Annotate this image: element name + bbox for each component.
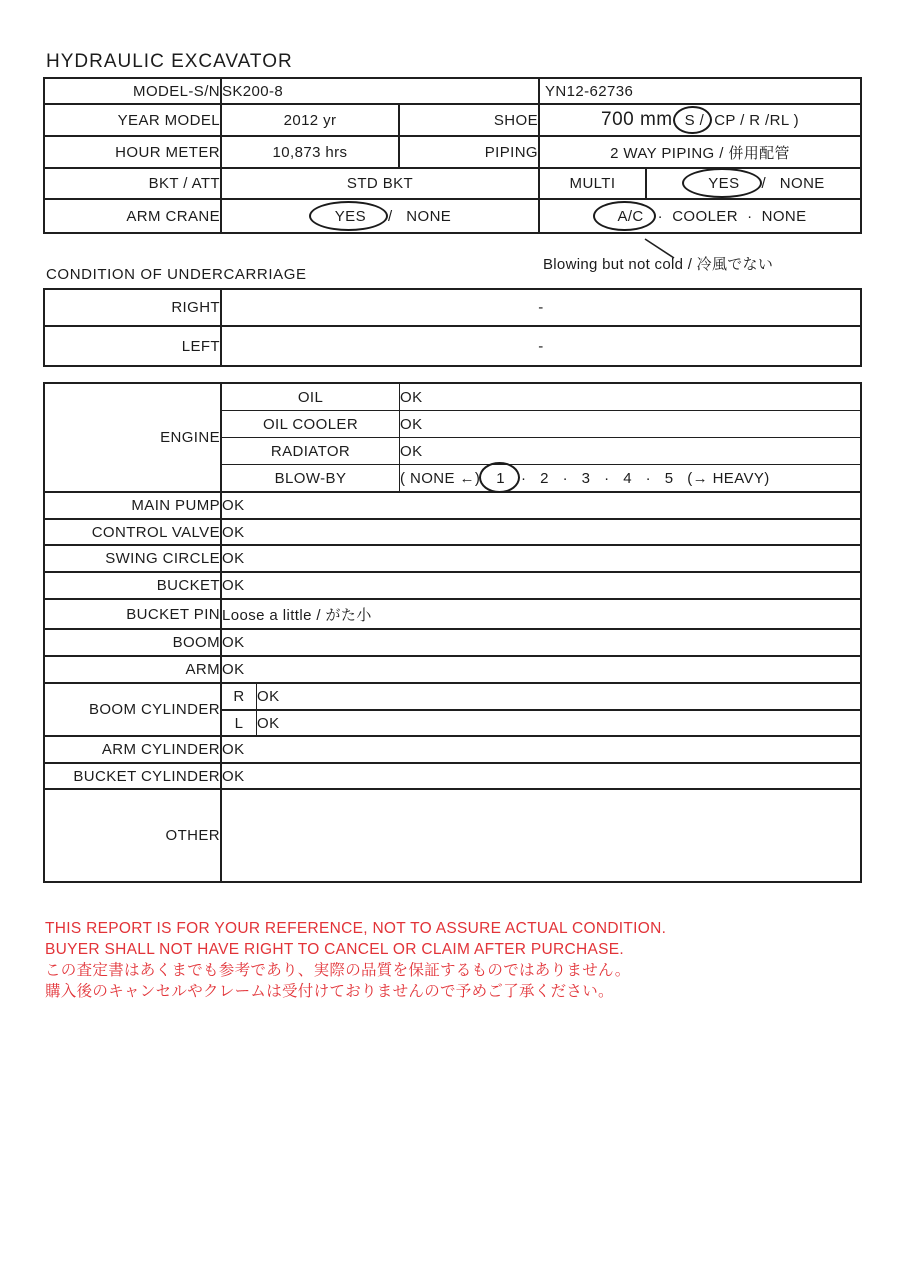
bucket-cylinder-value: OK bbox=[222, 764, 860, 790]
piping-label: PIPING bbox=[400, 137, 540, 169]
ac-annotation: Blowing but not cold / 冷風でない bbox=[543, 256, 774, 273]
blowby-none-end: ( NONE ←) bbox=[400, 469, 481, 487]
shoe-type-options: CP / R /RL ) bbox=[714, 112, 800, 129]
arm-crane-none-option: / NONE bbox=[388, 207, 452, 225]
row-other bbox=[45, 790, 860, 881]
other-label: OTHER bbox=[45, 790, 222, 881]
row-engine-oil bbox=[45, 384, 860, 411]
row-hour-piping bbox=[45, 137, 860, 169]
boom-value: OK bbox=[222, 630, 860, 657]
row-undercarriage-right bbox=[45, 290, 860, 327]
multi-label: MULTI bbox=[540, 169, 647, 200]
arm-cylinder-value: OK bbox=[222, 737, 860, 764]
control-valve-label: CONTROL VALVE bbox=[45, 520, 222, 546]
model-value: SK200-8 bbox=[222, 79, 540, 105]
engine-oil-label: OIL bbox=[222, 384, 400, 411]
piping-value: 2 WAY PIPING / 併用配管 bbox=[540, 137, 860, 169]
row-main-pump bbox=[45, 493, 860, 520]
row-swing-circle bbox=[45, 546, 860, 573]
disclaimer-line-2: BUYER SHALL NOT HAVE RIGHT TO CANCEL OR CLAIM AFTER PURCHASE. bbox=[45, 941, 625, 958]
row-boom bbox=[45, 630, 860, 657]
swing-circle-value: OK bbox=[222, 546, 860, 573]
shoe-label: SHOE bbox=[400, 105, 540, 137]
blowby-rating-circled: 1 bbox=[496, 469, 506, 487]
shoe-size: 700 mm bbox=[601, 109, 673, 130]
hour-meter-value: 10,873 hrs bbox=[222, 137, 400, 169]
arm-value: OK bbox=[222, 657, 860, 684]
boom-cyl-r-value: OK bbox=[257, 684, 860, 711]
hour-meter-label: HOUR METER bbox=[45, 137, 222, 169]
bkt-att-value: STD BKT bbox=[222, 169, 540, 200]
row-boom-cylinder-r bbox=[45, 684, 860, 711]
year-model-value: 2012 yr bbox=[222, 105, 400, 137]
left-label: LEFT bbox=[45, 327, 222, 365]
arm-label: ARM bbox=[45, 657, 222, 684]
multi-yes-circled: YES bbox=[708, 175, 740, 192]
main-pump-value: OK bbox=[222, 493, 860, 520]
left-value: - bbox=[538, 337, 544, 355]
row-model-sn bbox=[45, 79, 860, 105]
model-sn-label: MODEL-S/N bbox=[45, 79, 222, 105]
machine-info-table bbox=[43, 77, 862, 234]
oil-cooler-value: OK bbox=[400, 411, 860, 438]
right-label: RIGHT bbox=[45, 290, 222, 327]
row-bucket bbox=[45, 573, 860, 600]
other-value bbox=[222, 790, 860, 881]
bucket-pin-value: Loose a little / がた小 bbox=[222, 600, 860, 630]
bucket-value: OK bbox=[222, 573, 860, 600]
disclaimer-line-3: この査定書はあくまでも参考であり、実際の品質を保証するものではありません。 bbox=[45, 962, 631, 979]
row-bkt-multi bbox=[45, 169, 860, 200]
bucket-pin-label: BUCKET PIN bbox=[45, 600, 222, 630]
undercarriage-table bbox=[43, 288, 862, 367]
multi-none-option: / NONE bbox=[761, 175, 825, 192]
bucket-cylinder-label: BUCKET CYLINDER bbox=[45, 764, 222, 790]
disclaimer-line-1: THIS REPORT IS FOR YOUR REFERENCE, NOT TO ASSURE ACTUAL CONDITION. bbox=[45, 920, 667, 937]
ac-value bbox=[540, 200, 860, 232]
blowby-scale bbox=[400, 465, 860, 493]
shoe-value bbox=[540, 105, 860, 137]
row-undercarriage-left bbox=[45, 327, 860, 365]
boom-cyl-r-label: R bbox=[222, 684, 257, 711]
arm-crane-value bbox=[222, 200, 540, 232]
undercarriage-title: CONDITION OF UNDERCARRIAGE bbox=[46, 266, 307, 283]
main-pump-label: MAIN PUMP bbox=[45, 493, 222, 520]
year-model-label: YEAR MODEL bbox=[45, 105, 222, 137]
blowby-label: BLOW-BY bbox=[222, 465, 400, 493]
ac-circled: A/C bbox=[617, 207, 644, 225]
engine-label: ENGINE bbox=[45, 384, 222, 493]
page-title: HYDRAULIC EXCAVATOR bbox=[46, 51, 293, 72]
inspection-table bbox=[43, 382, 862, 883]
row-arm-cylinder bbox=[45, 737, 860, 764]
arm-cylinder-label: ARM CYLINDER bbox=[45, 737, 222, 764]
bucket-label: BUCKET bbox=[45, 573, 222, 600]
row-year-shoe bbox=[45, 105, 860, 137]
bkt-att-label: BKT / ATT bbox=[45, 169, 222, 200]
radiator-value: OK bbox=[400, 438, 860, 465]
right-value: - bbox=[222, 290, 860, 327]
serial-value: YN12-62736 bbox=[540, 79, 860, 105]
ac-options: · COOLER · NONE bbox=[657, 207, 807, 225]
disclaimer-line-4: 購入後のキャンセルやクレームは受付けておりませんので予めご了承ください。 bbox=[45, 983, 614, 1000]
multi-value bbox=[647, 169, 860, 200]
row-control-valve bbox=[45, 520, 860, 546]
boom-cyl-l-value: OK bbox=[257, 711, 860, 737]
disclaimer-block bbox=[45, 918, 666, 1002]
oil-cooler-label: OIL COOLER bbox=[222, 411, 400, 438]
swing-circle-label: SWING CIRCLE bbox=[45, 546, 222, 573]
boom-cylinder-label: BOOM CYLINDER bbox=[45, 684, 222, 737]
row-armcrane-ac bbox=[45, 200, 860, 232]
arm-crane-yes-circled: YES bbox=[334, 207, 366, 225]
boom-label: BOOM bbox=[45, 630, 222, 657]
shoe-type-circled: S / bbox=[684, 112, 705, 129]
row-bucket-cylinder bbox=[45, 764, 860, 790]
radiator-label: RADIATOR bbox=[222, 438, 400, 465]
row-bucket-pin bbox=[45, 600, 860, 630]
control-valve-value: OK bbox=[222, 520, 860, 546]
blowby-heavy-end: · 2 · 3 · 4 · 5 (→ HEAVY) bbox=[521, 469, 770, 487]
row-arm bbox=[45, 657, 860, 684]
arm-crane-label: ARM CRANE bbox=[45, 200, 222, 232]
boom-cyl-l-label: L bbox=[222, 711, 257, 737]
engine-oil-value: OK bbox=[400, 384, 860, 411]
